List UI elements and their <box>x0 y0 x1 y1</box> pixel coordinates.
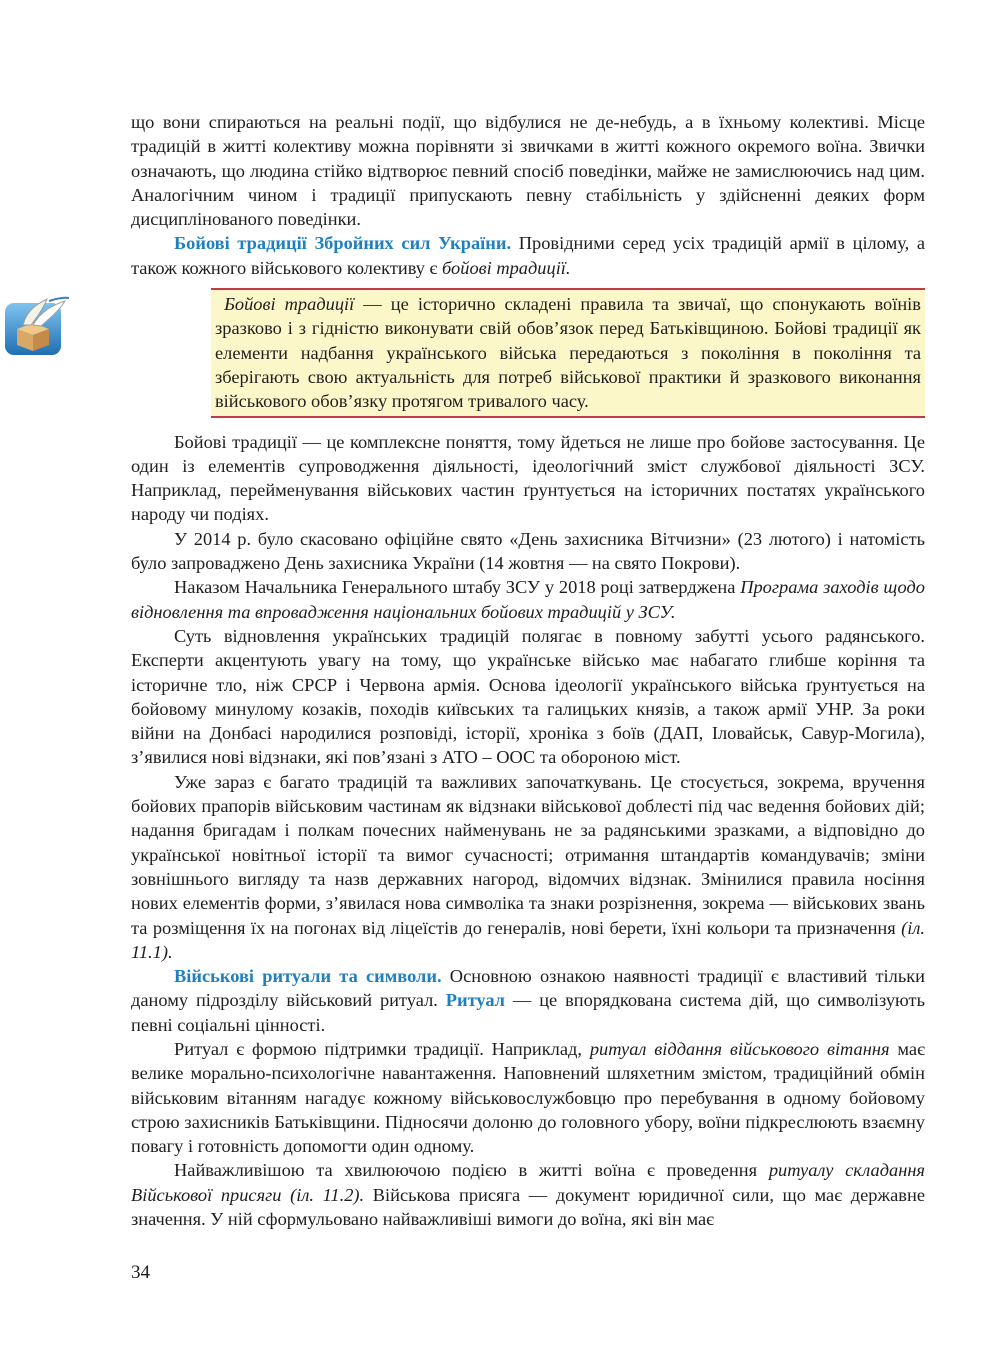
paragraph: що вони спираються на реальні події, що відбулися не де-небудь, а в їхньому колективі. Місце традицій в житті колективу можна порівняти зі звичками в житті кожного окремого воїна. Звички означають, що людина стійко відтворює певний спосіб поведінки, майже не замислюючись над цим. Аналогічним чином і традиції припускають певну стабільність у здійсненні деяких форм дисциплінованого поведінки. <box>131 112 925 230</box>
page-content <box>131 110 925 1231</box>
definition-text: Бойові традиції — це історично складені правила та звичаї, що спонукають воїнів зразково і з гідністю виконувати свій обов’язок перед Батьківщиною. Бойові традиції як елементи надбання українського війська передаються з покоління в покоління та зберігають свою актуальність для потреб військової практики й зразкового виконання військового обов’язку протягом тривалого часу. <box>215 294 921 412</box>
section-heading: Бойові традиції Збройних сил України. <box>174 233 512 254</box>
definition-term: Бойові традиції <box>224 294 355 315</box>
paragraph: У 2014 р. було скасовано офіційне свято «День захисника Вітчизни» (23 лютого) і натомість було запроваджено День захисника України (14 жовтня — на свято Покрови). <box>131 528 925 574</box>
paragraph: Уже зараз є багато традицій та важливих започаткувань. Це стосується, зокрема, вручення бойових прапорів військовим частинам як відзнаки військової доблесті під час ведення бойових дій; надання бригадам і полкам почесних найменувань не за радянськими зразками, а відповідно до української новітньої історії та вимог сучасності; отримання штандартів командувачів; зміни зовнішнього вигляду та назв державних нагород, відомчих відзнак. Змінилися правила носіння нових елементів форми, з’явилася нова символіка та знаки розрізнення, зокрема — військових звань та розміщення їх на погонах від ліцеїстів до генералів, нові берети, їхні кольори та призначення (іл. 11.1). <box>131 771 925 962</box>
page-number: 34 <box>131 1262 150 1283</box>
paragraph: Військові ритуали та символи. Основною ознакою наявності традиції є властивий тільки даному підрозділу військовий ритуал. Ритуал — це впорядкована система дій, що символізують певні соціальні цінності. <box>131 966 925 1035</box>
section-heading: Військові ритуали та символи. <box>174 966 442 987</box>
paragraph: Бойові традиції — це комплексне поняття, тому йдеться не лише про бойове застосування. Це один із елементів супроводження діяльності, ідеологічний зміст службової діяльності ЗСУ. Наприклад, перейменування військових частин ґрунтується на історичних постатях українського народу чи подіях. <box>131 431 925 525</box>
book-box-icon <box>3 295 73 357</box>
paragraph: Суть відновлення українських традицій полягає в повному забутті усього радянського. Експерти акцентують увагу на тому, що українське військо має набагато глибше коріння та історичне тло, ніж СРСР і Червона армія. Основа ідеології українського війська ґрунтується на бойовому минулому козаків, походів київських та галицьких князів, а також армії УНР. За роки війни на Донбасі народилися розповіді, історії, хроніка з боїв (ДАП, Іловайськ, Савур-Могила), з’явилися нові відзнаки, які пов’язані з АТО – ООС та обороною міст. <box>131 625 925 768</box>
definition-box <box>211 288 925 417</box>
paragraph: Бойові традиції Збройних сил України. Провідними серед усіх традицій армії в цілому, а також кожного військового колективу є бойові традиції. <box>131 233 925 278</box>
term-ritual: Ритуал <box>445 990 505 1011</box>
paragraph: Найважливішою та хвилюючою подією в житті воїна є проведення ритуалу складання Військової присяги (іл. 11.2). Військова присяга — документ юридичної сили, що має державне значення. У ній сформульовано найважливіші вимоги до воїна, які він має <box>131 1160 925 1230</box>
paragraph: Наказом Начальника Генерального штабу ЗСУ у 2018 році затверджена Програма заходів щодо відновлення та впровадження національних бойових традицій у ЗСУ. <box>131 577 925 622</box>
paragraph: Ритуал є формою підтримки традиції. Наприклад, ритуал віддання військового вітання має велике морально-психологічне навантаження. Наповнений шляхетним змістом, традиційний обмін військовим вітанням нагадує кожному військовослужбовцю про перебування в одному бойовому строю захисників Батьківщини. Підносячи долоню до головного убору, воїни підкреслюють взаємну повагу і готовність допомогти один одному. <box>131 1038 925 1157</box>
